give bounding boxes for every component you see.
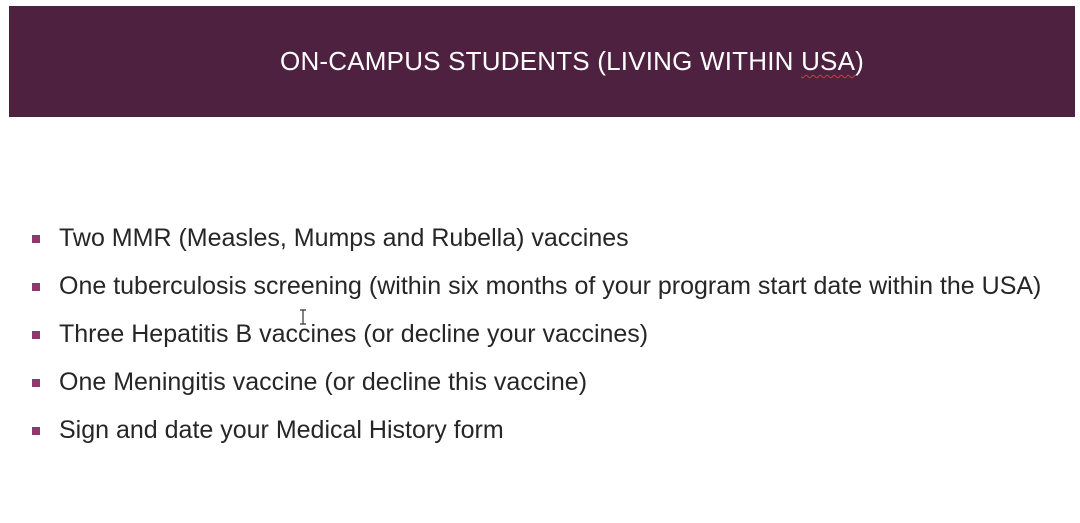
bullet-text: Three Hepatitis B vaccines (or decline your vaccines) [59,320,649,348]
title-bar [9,6,1075,117]
bullet-item-meningitis[interactable] [30,366,1060,399]
square-bullet-icon [32,235,40,243]
bullet-text: Two MMR (Measles, Mumps and Rubella) vaccines [59,224,629,252]
square-bullet-icon [32,427,40,435]
slide-title-suffix: ) [855,46,864,76]
spellcheck-flagged-word[interactable]: USA [801,46,856,76]
square-bullet-icon [32,283,40,291]
square-bullet-icon [32,379,40,387]
bullet-list[interactable] [30,222,1060,462]
slide-title[interactable] [280,46,864,77]
bullet-text: Sign and date your Medical History form [59,416,504,444]
bullet-item-medical-history[interactable] [30,414,1060,447]
bullet-item-tuberculosis[interactable] [30,270,1060,303]
text-ibeam-cursor-icon [299,309,307,325]
bullet-text: One tuberculosis screening (within six months of your program start date within the USA) [59,272,1042,300]
bullet-item-hepatitis-b[interactable] [30,318,1060,351]
bullet-item-mmr[interactable] [30,222,1060,255]
square-bullet-icon [32,331,40,339]
bullet-text: One Meningitis vaccine (or decline this vaccine) [59,368,588,396]
slide-title-prefix: ON-CAMPUS STUDENTS (LIVING WITHIN [280,46,802,76]
